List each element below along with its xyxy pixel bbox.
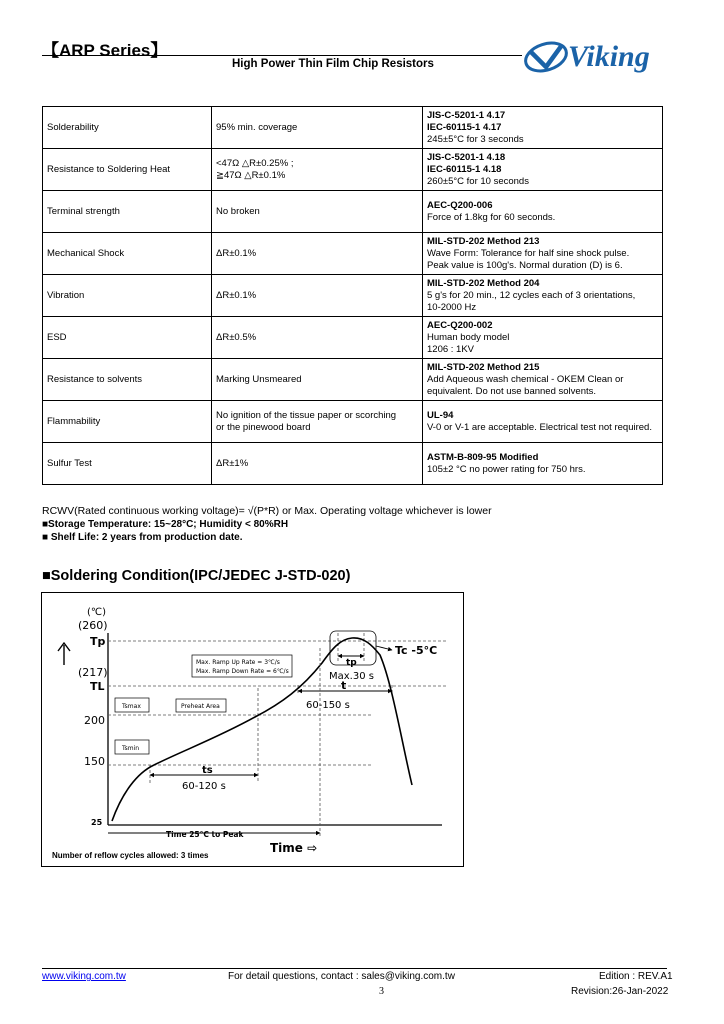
requirement-line: ≧47Ω △R±0.1% bbox=[216, 169, 286, 181]
method-detail: Force of 1.8kg for 60 seconds. bbox=[427, 211, 556, 223]
page-number: 3 bbox=[379, 986, 384, 997]
viking-logo bbox=[522, 33, 692, 79]
standard-name: UL-94 bbox=[427, 409, 454, 421]
test-item-cell: Flammability bbox=[43, 401, 212, 443]
tsmin-label: Tsmin bbox=[122, 745, 140, 752]
ramp-down-text: Max. Ramp Down Rate = 6℃/s bbox=[196, 668, 289, 675]
table-row bbox=[43, 401, 663, 443]
requirement-cell bbox=[212, 443, 423, 485]
requirement-cell bbox=[212, 401, 423, 443]
standard-name: MIL-STD-202 Method 204 bbox=[427, 277, 540, 289]
standard-name: AEC-Q200-002 bbox=[427, 319, 493, 331]
standard-name: MIL-STD-202 Method 213 bbox=[427, 235, 540, 247]
test-method-cell bbox=[423, 401, 663, 443]
series-title: 【ARP Series】 bbox=[42, 41, 168, 60]
tsmax-label: Tsmax bbox=[122, 703, 141, 710]
requirement-line: 95% min. coverage bbox=[216, 121, 298, 133]
ts-label: ts bbox=[202, 765, 213, 776]
requirement-line: ΔR±0.1% bbox=[216, 289, 257, 301]
t-label: t bbox=[341, 679, 347, 692]
method-detail: Wave Form: Tolerance for half sine shock pulse. bbox=[427, 247, 630, 259]
t-range-label: 60-150 s bbox=[306, 700, 350, 711]
table-row bbox=[43, 107, 663, 149]
test-item-cell: Mechanical Shock bbox=[43, 233, 212, 275]
method-detail: Add Aqueous wash chemical - OKEM Clean or bbox=[427, 373, 624, 385]
test-method-cell bbox=[423, 149, 663, 191]
method-detail: Human body model bbox=[427, 331, 510, 343]
requirement-cell bbox=[212, 191, 423, 233]
ramp-up-text: Max. Ramp Up Rate = 3℃/s bbox=[196, 659, 280, 666]
tick-200: 200 bbox=[84, 714, 105, 727]
liquidus-temp-label: (217) bbox=[78, 666, 108, 679]
method-detail: 245±5°C for 3 seconds bbox=[427, 133, 524, 145]
peak-temp-label: (260) bbox=[78, 619, 108, 632]
tc-label: Tc -5°C bbox=[395, 644, 438, 657]
standard-name: IEC-60115-1 4.17 bbox=[427, 121, 502, 133]
storage-note: ■Storage Temperature: 15~28°C; Humidity < 80%RH bbox=[42, 519, 289, 530]
reflow-cycles-note: Number of reflow cycles allowed: 3 times bbox=[52, 851, 209, 860]
footer-rule bbox=[42, 968, 667, 969]
tp-duration-label: tp bbox=[346, 658, 357, 668]
standard-name: MIL-STD-202 Method 215 bbox=[427, 361, 540, 373]
requirement-line: ΔR±1% bbox=[216, 457, 249, 469]
tick-25: 25 bbox=[91, 818, 103, 827]
requirement-line: ΔR±0.5% bbox=[216, 331, 257, 343]
test-method-cell bbox=[423, 359, 663, 401]
method-detail: V-0 or V-1 are acceptable. Electrical test not required. bbox=[427, 421, 652, 433]
test-method-cell bbox=[423, 443, 663, 485]
method-detail: 105±2 °C no power rating for 750 hrs. bbox=[427, 463, 586, 475]
website-link[interactable]: www.viking.com.tw bbox=[42, 971, 126, 982]
test-method-cell bbox=[423, 191, 663, 233]
requirement-cell bbox=[212, 317, 423, 359]
method-detail: 1206 : 1KV bbox=[427, 343, 475, 355]
requirement-line: No broken bbox=[216, 205, 260, 217]
table-row bbox=[43, 275, 663, 317]
method-detail: 5 g's for 20 min., 12 cycles each of 3 orientations, bbox=[427, 289, 636, 301]
time-to-peak-label: Time 25°C to Peak bbox=[166, 830, 244, 839]
table-row bbox=[43, 317, 663, 359]
test-method-cell bbox=[423, 107, 663, 149]
shelf-life-note: ■ Shelf Life: 2 years from production date. bbox=[42, 532, 243, 543]
method-detail: equivalent. Do not use banned solvents. bbox=[427, 385, 597, 397]
edition-text: Edition : REV.A1 bbox=[599, 971, 673, 982]
test-item-cell: Solderability bbox=[43, 107, 212, 149]
requirement-line: or the pinewood board bbox=[216, 421, 311, 433]
standard-name: IEC-60115-1 4.18 bbox=[427, 163, 502, 175]
table-row bbox=[43, 359, 663, 401]
x-axis-label: Time ⇨ bbox=[270, 841, 318, 855]
requirement-cell bbox=[212, 233, 423, 275]
rcwv-note: RCWV(Rated continuous working voltage)= √(P*R) or Max. Operating voltage whichever is lower bbox=[42, 505, 492, 517]
test-method-cell bbox=[423, 317, 663, 359]
table-row bbox=[43, 191, 663, 233]
standard-name: ASTM-B-809-95 Modified bbox=[427, 451, 539, 463]
standard-name: JIS-C-5201-1 4.18 bbox=[427, 151, 506, 163]
preheat-label: Preheat Area bbox=[181, 703, 220, 710]
test-item-cell: Sulfur Test bbox=[43, 443, 212, 485]
tp-label: Tp bbox=[90, 635, 106, 648]
method-detail: Peak value is 100g's. Normal duration (D) is 6. bbox=[427, 259, 623, 271]
table-row bbox=[43, 233, 663, 275]
soldering-heading: ■Soldering Condition(IPC/JEDEC J-STD-020) bbox=[42, 568, 351, 584]
method-detail: 260±5°C for 10 seconds bbox=[427, 175, 529, 187]
max-30s-label: Max.30 s bbox=[329, 671, 374, 682]
standard-name: JIS-C-5201-1 4.17 bbox=[427, 109, 506, 121]
tick-150: 150 bbox=[84, 755, 105, 768]
requirement-cell bbox=[212, 149, 423, 191]
requirement-cell bbox=[212, 359, 423, 401]
table-row bbox=[43, 443, 663, 485]
contact-text: For detail questions, contact : sales@viking.com.tw bbox=[228, 971, 455, 982]
reflow-profile-svg bbox=[42, 593, 465, 868]
test-item-cell: Vibration bbox=[43, 275, 212, 317]
reflow-profile-diagram bbox=[41, 592, 464, 867]
requirement-cell bbox=[212, 275, 423, 317]
test-method-cell bbox=[423, 233, 663, 275]
up-arrow-icon bbox=[58, 643, 70, 665]
test-method-cell bbox=[423, 275, 663, 317]
requirement-cell bbox=[212, 107, 423, 149]
method-detail: 10-2000 Hz bbox=[427, 301, 477, 313]
requirement-line: ΔR±0.1% bbox=[216, 247, 257, 259]
revision-text: Revision:26-Jan-2022 bbox=[571, 986, 669, 997]
test-item-cell: Resistance to Soldering Heat bbox=[43, 149, 212, 191]
spec-table bbox=[42, 106, 663, 485]
test-item-cell: ESD bbox=[43, 317, 212, 359]
requirement-line: No ignition of the tissue paper or scorching bbox=[216, 409, 397, 421]
tl-label: TL bbox=[90, 680, 105, 693]
test-item-cell: Resistance to solvents bbox=[43, 359, 212, 401]
logo-swoosh-icon bbox=[522, 38, 570, 76]
ts-range-label: 60-120 s bbox=[182, 781, 226, 792]
unit-label: (℃) bbox=[87, 607, 107, 618]
logo-text: Viking bbox=[568, 40, 650, 73]
requirement-line: Marking Unsmeared bbox=[216, 373, 302, 385]
requirement-line: <47Ω △R±0.25% ; bbox=[216, 157, 294, 169]
standard-name: AEC-Q200-006 bbox=[427, 199, 493, 211]
test-item-cell: Terminal strength bbox=[43, 191, 212, 233]
document-subtitle: High Power Thin Film Chip Resistors bbox=[232, 58, 434, 70]
header-rule bbox=[42, 55, 522, 56]
table-row bbox=[43, 149, 663, 191]
